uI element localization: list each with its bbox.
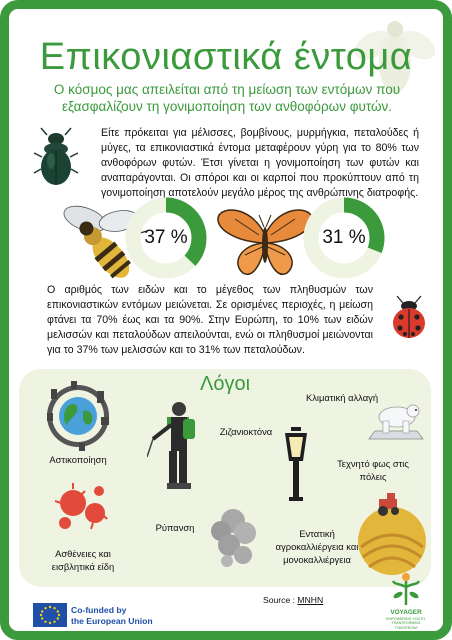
globe-city-icon	[43, 381, 113, 451]
voyager-logo	[381, 569, 431, 633]
reason-agri-line2: αγροκαλλιέργεια και	[275, 541, 359, 552]
voyager-tagline	[377, 617, 435, 630]
voyager-figure-icon	[391, 571, 421, 607]
eu-line2: the European Union	[71, 616, 153, 626]
reasons-panel	[19, 369, 431, 587]
sprayer-person-icon	[147, 399, 205, 499]
page-title: Επικονιαστικά έντομα	[39, 36, 413, 78]
ladybug-icon	[389, 295, 429, 341]
butterfly-icon	[215, 205, 315, 285]
reason-diseases	[33, 547, 133, 573]
reason-diseases-line1: Ασθένειες και	[55, 548, 111, 559]
reasons-title: Λόγοι	[199, 373, 251, 395]
bee-stat-label: 37 %	[144, 227, 188, 248]
decline-paragraph: Ο αριθμός των ειδών και το μέγεθος των πληθυσμών των επικονιαστικών εντόμων μειώνεται. Σε ορισμένες περιοχές, η μείωση φτάνει τα 70% έως και τα 90%. Στην Ευρώπη, το 10% των ειδών μελισσών και πεταλούδων απειλούνται, ενώ οι πληθυσμοί μειώνονται για το 37% των μελισσών και το 31% των πεταλούδων.	[47, 284, 373, 356]
virus-icon	[51, 479, 113, 535]
tractor-field-icon	[357, 493, 427, 577]
butterfly-stat	[301, 195, 387, 281]
butterfly-stat-label: 31 %	[322, 227, 366, 248]
polar-bear-icon	[367, 391, 425, 445]
reason-diseases-line2: εισβλητικά είδη	[51, 561, 115, 572]
reason-agri-line1: Εντατική	[299, 528, 335, 539]
eu-line1: Co-funded by	[71, 605, 127, 615]
reason-light-line1: Τεχνητό φως στις	[337, 458, 409, 469]
street-lamp-icon	[279, 427, 313, 503]
voyager-name: VOYAGER	[390, 609, 422, 616]
voy-tag2: TRANSFORMING	[391, 621, 421, 626]
beetle-icon	[33, 127, 79, 189]
eu-flag-icon	[33, 603, 67, 627]
bee-stat	[123, 195, 209, 281]
reason-pesticides: Ζιζανιοκτόνα	[219, 426, 273, 437]
reason-light-line2: πόλεις	[359, 471, 387, 482]
reason-climate: Κλιματική αλλαγή	[305, 392, 379, 403]
reason-pollution: Ρύπανση	[155, 522, 195, 533]
source-label: Source :	[263, 595, 296, 605]
reason-agri-line3: μονοκαλλιέργεια	[283, 554, 351, 565]
smoke-icon	[203, 507, 263, 569]
source-credit	[263, 595, 323, 605]
voy-tag3: TOMORROW!	[394, 625, 418, 630]
intro-paragraph: Είτε πρόκειται για μέλισσες, βομβίνους, μυρμήγκια, πεταλούδες ή μύγες, τα επικονιαστικά έντομα μεταφέρουν γύρη για το 80% των ανθοφόρων φυτών. Έτσι γίνεται η γονιμοποίηση των φυτών και αναπαράγονται. Οι σπόροι και οι καρποί που προκύπτουν από τη γονιμοποίηση αποτελούν μεγάλο μέρος της ανθρώπινης διατροφής.	[101, 127, 419, 199]
eu-cofunded-text	[71, 605, 191, 627]
voy-tag1: EMPOWERING YOUTH,	[386, 617, 426, 621]
reason-artificial-light	[317, 457, 429, 483]
source-link[interactable]: MNHN	[297, 595, 324, 605]
reason-urbanization: Αστικοποίηση	[49, 454, 107, 465]
page-subtitle: Ο κόσμος μας απειλείται από τη μείωση των εντόμων που εξασφαλίζουν τη γονιμοποίηση των ανθοφόρων φυτών.	[53, 82, 401, 114]
